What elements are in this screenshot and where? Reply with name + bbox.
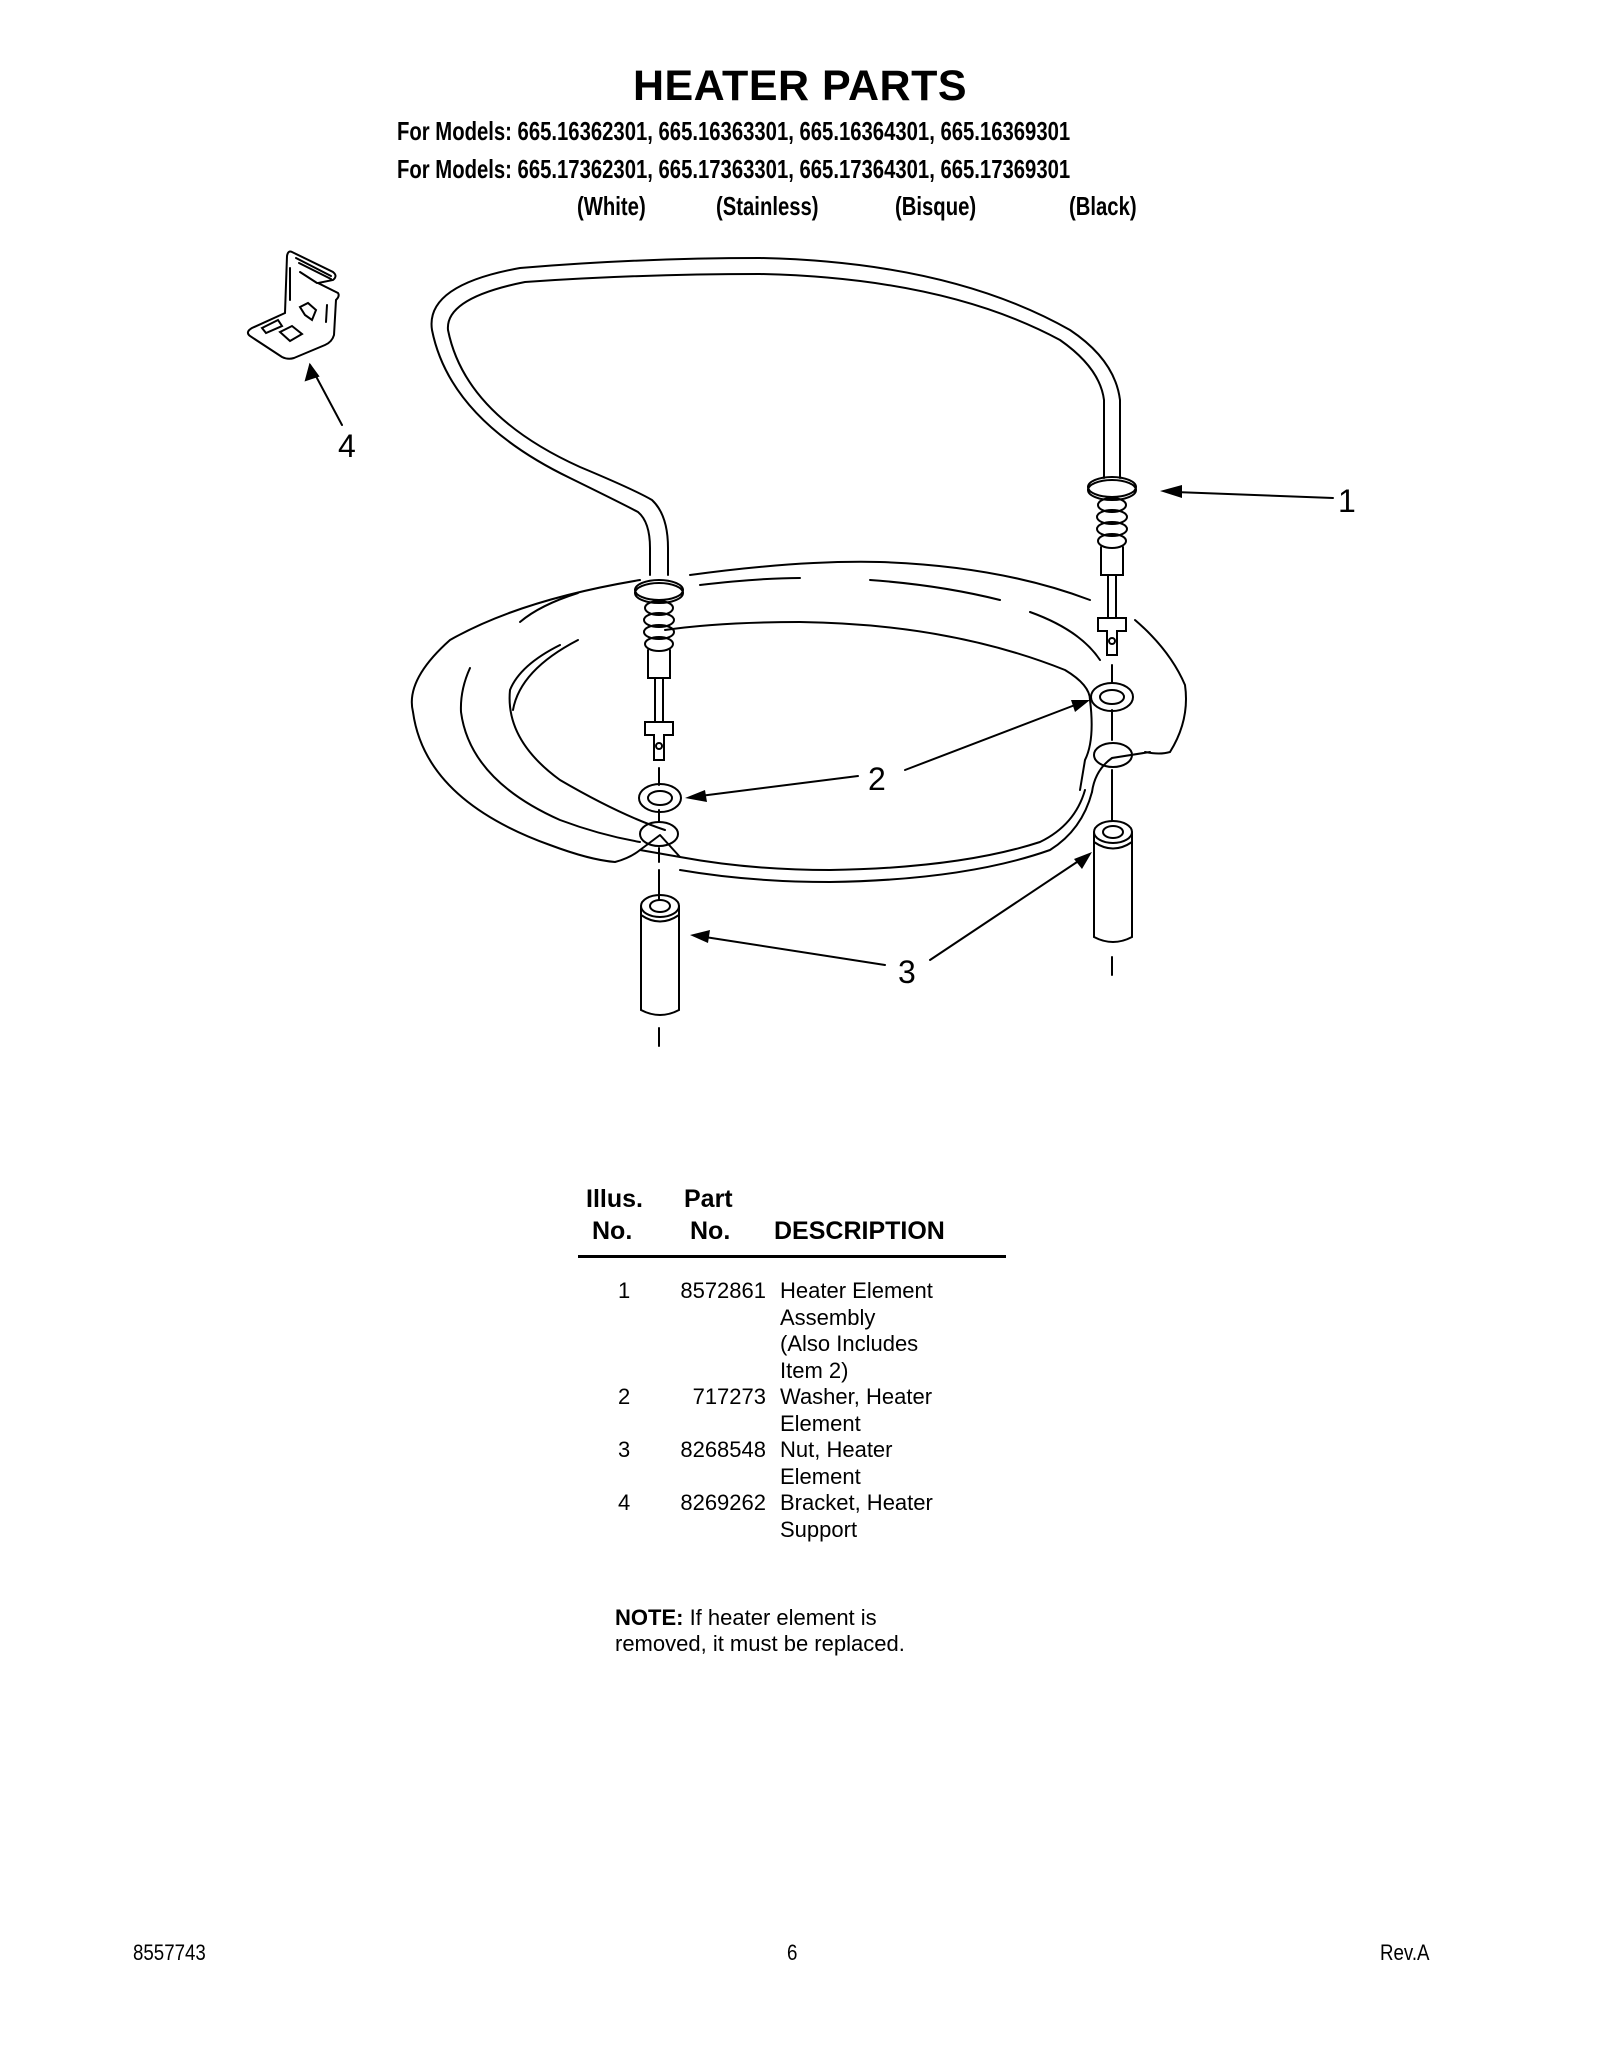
callout-2: 2: [868, 761, 886, 797]
tub-ring-icon: [412, 562, 1186, 882]
illus-number: 2: [618, 1384, 631, 1409]
description-line: Item 2): [780, 1357, 849, 1383]
heater-element-icon: [432, 258, 1136, 760]
header-illus-line1: Illus.: [586, 1185, 643, 1213]
nut-icon: [641, 821, 1132, 1015]
color-label-bisque: (Bisque): [895, 191, 977, 221]
revision-label: Rev.A: [1380, 1940, 1430, 1965]
description: [780, 1437, 1010, 1490]
header-part-line1: Part: [684, 1185, 733, 1213]
model-list-line-1: For Models: 665.16362301, 665.16363301, 665.16364301, 665.16369301: [397, 116, 1071, 146]
note-text-line1: If heater element is: [683, 1605, 877, 1630]
description: [780, 1384, 1010, 1437]
illus-number: 3: [618, 1437, 631, 1462]
callout-4: 4: [338, 428, 356, 464]
callout-1: 1: [1338, 483, 1356, 519]
header-divider: [578, 1255, 1006, 1258]
description-line: (Also Includes: [780, 1331, 919, 1356]
illus-number: 4: [618, 1490, 631, 1515]
washer-icon: [639, 683, 1133, 812]
callout-2-leader-left: [700, 776, 858, 796]
document-number: 8557743: [133, 1940, 206, 1965]
callout-2-leader-right: [905, 705, 1075, 770]
description-line: Assembly: [780, 1304, 876, 1330]
description: [780, 1278, 1010, 1384]
note-text-line2: removed, it must be replaced.: [615, 1631, 905, 1656]
color-label-black: (Black): [1069, 191, 1137, 221]
header-description: DESCRIPTION: [774, 1217, 945, 1245]
description-line: Heater Element: [780, 1278, 933, 1303]
description-line: Element: [780, 1463, 861, 1489]
callout-3: 3: [898, 954, 916, 990]
page-number: 6: [787, 1940, 798, 1965]
header-part-line2: No.: [690, 1217, 731, 1245]
description: [780, 1490, 1010, 1543]
part-number: 8572861: [680, 1278, 766, 1303]
callout-1-leader: [1175, 492, 1333, 498]
model-list-line-2: For Models: 665.17362301, 665.17363301, 665.17364301, 665.17369301: [397, 154, 1071, 184]
color-label-stainless: (Stainless): [716, 191, 819, 221]
header-illus-line2: No.: [592, 1217, 633, 1245]
description-line: Washer, Heater: [780, 1384, 933, 1409]
note-label: NOTE:: [615, 1605, 684, 1630]
illus-number: 1: [618, 1278, 631, 1303]
description-line: Bracket, Heater: [780, 1490, 933, 1515]
callout-3-leader-right: [930, 860, 1080, 960]
replacement-note: [615, 1605, 975, 1657]
description-line: Element: [780, 1410, 861, 1436]
page-title: HEATER PARTS: [632, 62, 968, 110]
description-line: Nut, Heater: [780, 1437, 893, 1462]
part-number: 8268548: [680, 1437, 766, 1462]
part-number: 717273: [692, 1384, 766, 1409]
part-number: 8269262: [680, 1490, 766, 1515]
bracket-icon: [248, 252, 339, 359]
color-label-white: (White): [577, 191, 646, 221]
callout-3-leader-left: [705, 937, 885, 965]
description-line: Support: [780, 1516, 858, 1542]
